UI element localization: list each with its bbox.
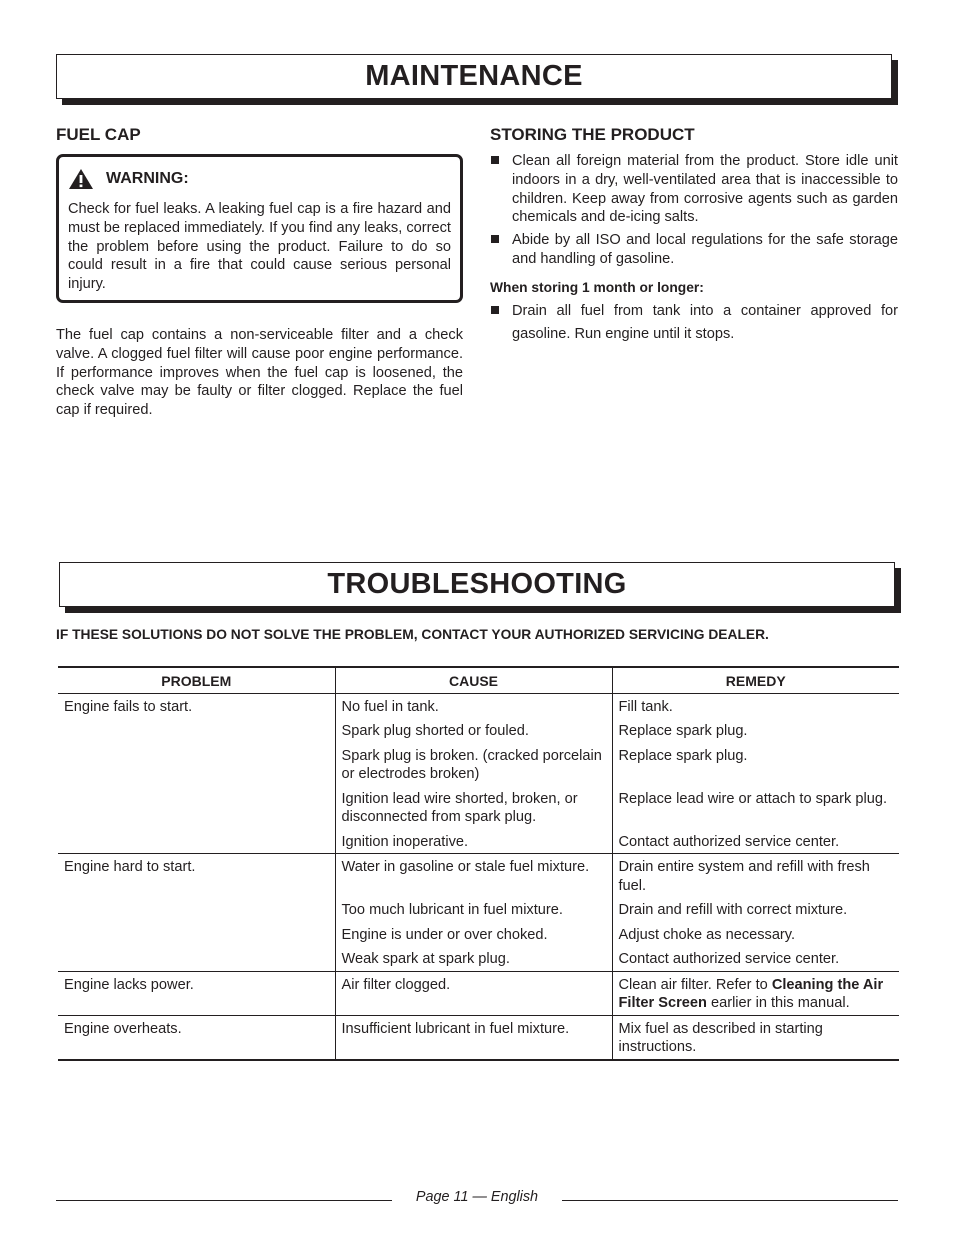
problem-cell	[58, 1015, 335, 1060]
storing-bullet	[490, 231, 898, 269]
problem-cell	[58, 971, 335, 1015]
remedy-cell	[612, 854, 899, 972]
remedy-item: Replace spark plug.	[618, 723, 748, 739]
table-row-group	[58, 971, 899, 1015]
remedy-item: Fill tank.	[618, 698, 673, 715]
remedy-cell	[612, 971, 899, 1015]
remedy-item: Drain entire system and refill with fresh fuel.	[618, 859, 870, 894]
warning-header	[68, 168, 451, 190]
remedy-item: Replace lead wire or attach to spark plug.	[618, 790, 888, 807]
long-storage-bullet-line: gasoline. Run engine until it stops.	[512, 326, 735, 343]
remedy-text: earlier in this manual.	[706, 995, 850, 1011]
square-bullet-icon	[491, 235, 499, 243]
storing-bullet-text: Abide by all ISO and local regulations for the safe storage and handling of gasoline.	[512, 232, 898, 267]
remedy-cell	[612, 1015, 899, 1060]
warning-triangle-icon	[68, 168, 94, 190]
cause-cell	[335, 971, 612, 1015]
maintenance-title: MAINTENANCE	[365, 60, 583, 92]
table-row	[58, 1015, 899, 1060]
remedy-item: Drain and refill with correct mixture.	[618, 902, 848, 918]
problem-text: Engine lacks power.	[64, 976, 194, 993]
problem-cell	[58, 693, 335, 854]
storing-heading: STORING THE PRODUCT	[490, 125, 695, 144]
warning-label: WARNING:	[106, 169, 189, 187]
warning-text: Check for fuel leaks. A leaking fuel cap is a fire hazard and must be replaced immediately. If you find any leaks, correct the problem before using the product. Failure to do so could result in a fire that could cause serious personal injury.	[68, 201, 451, 293]
maintenance-banner	[56, 54, 892, 99]
storing-subheading: When storing 1 month or longer:	[490, 279, 704, 295]
long-storage-bullet-list	[490, 302, 898, 347]
cause-item: Water in gasoline or stale fuel mixture.	[341, 859, 590, 875]
long-storage-bullet-line: Drain all fuel from tank into a container approved for	[512, 302, 898, 319]
remedy-item: Replace spark plug.	[618, 747, 748, 764]
cause-item: Spark plug shorted or fouled.	[341, 723, 529, 739]
problem-cell	[58, 854, 335, 972]
table-header-row	[58, 667, 899, 693]
remedy-item: Contact authorized service center.	[618, 951, 840, 967]
remedy-reference: Cleaning the Air Filter Screen	[618, 976, 884, 1011]
problem-text: Engine overheats.	[64, 1020, 182, 1037]
page-number-label: Page 11 — English	[415, 1189, 539, 1205]
fuel-cap-section	[56, 124, 463, 420]
table-row-group	[58, 854, 899, 972]
square-bullet-icon	[491, 156, 499, 164]
remedy-item: Adjust choke as necessary.	[618, 926, 796, 943]
troubleshooting-banner	[59, 562, 895, 607]
problem-text: Engine hard to start.	[64, 859, 196, 875]
fuel-cap-heading: FUEL CAP	[56, 125, 141, 144]
header-remedy: REMEDY	[612, 667, 899, 693]
cause-item: Engine is under or over choked.	[341, 926, 548, 943]
footer-rule-right	[562, 1200, 898, 1201]
cause-item: Ignition lead wire shorted, broken, or disconnected from spark plug.	[341, 790, 578, 825]
cause-item: Spark plug is broken. (cracked porcelain or electrodes broken)	[341, 747, 602, 782]
page-footer	[56, 1188, 898, 1210]
cause-item: Too much lubricant in fuel mixture.	[341, 902, 563, 918]
remedy-cell	[612, 693, 899, 854]
storing-bullet-text: Clean all foreign material from the product. Store idle unit indoors in a dry, well-ventilated area that is inaccessible to children. Keep away from corrosive agents such as garden chemicals and de-icing salts.	[512, 153, 898, 226]
troubleshooting-title: TROUBLESHOOTING	[327, 568, 627, 600]
cause-cell	[335, 854, 612, 972]
remedy-item: Mix fuel as described in starting instructions.	[618, 1020, 823, 1055]
cause-item: Air filter clogged.	[341, 976, 451, 993]
problem-text: Engine fails to start.	[64, 698, 193, 715]
table-row-group	[58, 693, 899, 854]
header-problem: PROBLEM	[58, 667, 335, 693]
cause-item: Insufficient lubricant in fuel mixture.	[341, 1020, 570, 1037]
cause-item: Ignition inoperative.	[341, 833, 469, 850]
header-cause: CAUSE	[335, 667, 612, 693]
remedy-item	[619, 972, 894, 1015]
table-row-group	[58, 1015, 899, 1060]
cause-cell	[335, 693, 612, 854]
fuel-cap-paragraph: The fuel cap contains a non-serviceable filter and a check valve. A clogged fuel filter will cause poor engine performance. If performance improves when the fuel cap is loosened, the check valve may be faulty or filter clogged. Replace the fuel cap if required.	[56, 326, 463, 419]
square-bullet-icon	[491, 306, 499, 314]
troubleshooting-table	[58, 666, 899, 1061]
footer-rule-left	[56, 1200, 392, 1201]
table-row	[58, 693, 899, 854]
storing-bullet-list	[490, 152, 898, 269]
storing-section	[490, 124, 898, 350]
storing-bullet	[490, 152, 898, 227]
remedy-text: Clean air filter. Refer to	[618, 976, 772, 993]
cause-item: Weak spark at spark plug.	[341, 951, 510, 967]
table-row	[58, 971, 899, 1015]
troubleshooting-notice: IF THESE SOLUTIONS DO NOT SOLVE THE PROBLEM, CONTACT YOUR AUTHORIZED SERVICING DEALER.	[56, 627, 769, 642]
remedy-item: Contact authorized service center.	[618, 833, 840, 850]
warning-box	[56, 154, 463, 303]
table-row	[58, 854, 899, 972]
cause-cell	[335, 1015, 612, 1060]
cause-item: No fuel in tank.	[341, 698, 439, 715]
long-storage-bullet	[490, 302, 898, 347]
